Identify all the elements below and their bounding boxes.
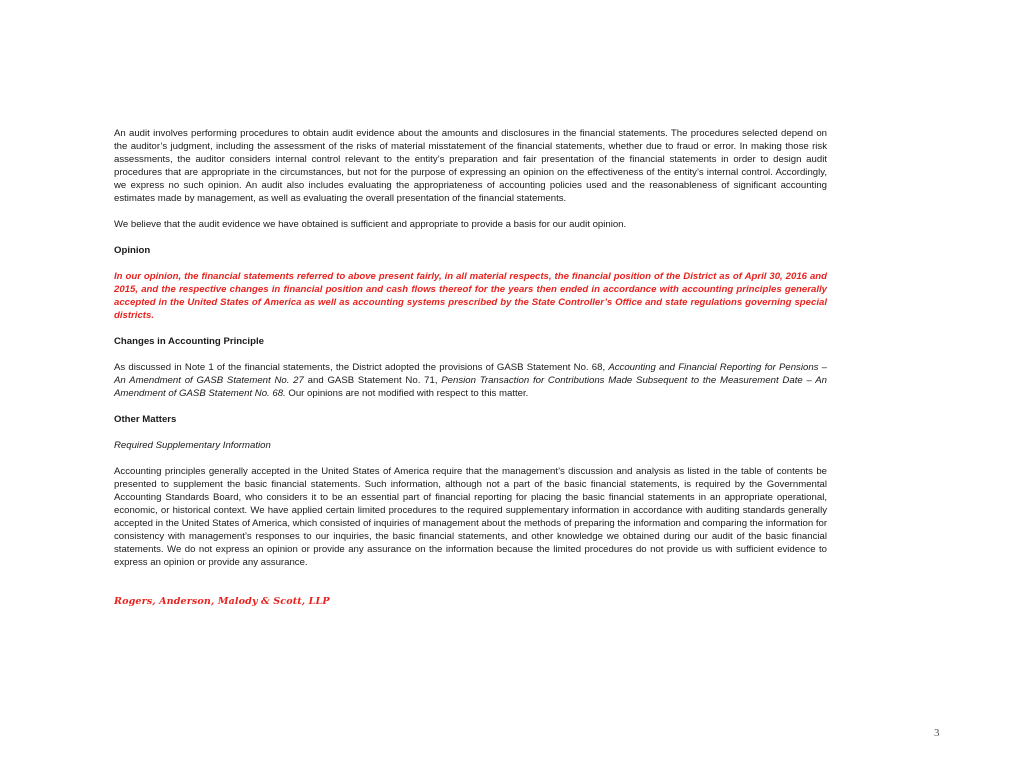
audit-evidence-paragraph: We believe that the audit evidence we have obtained is sufficient and appropriate to provide a basis for our audit opinion. (114, 219, 627, 230)
changes-in-accounting-principle-paragraph (114, 361, 827, 400)
required-supplementary-information-paragraph: Accounting principles generally accepted in the United States of America require that the management’s discussion and analysis as listed in the table of contents be presented to supplement the basic financial statements. Such information, although not a part of the basic financial statements, is required by the Governmental Accounting Standards Board, who considers it to be an essential part of financial reporting for placing the basic financial statements in an appropriate operational, economic, or historical context. We have applied certain limited procedures to the required supplementary information in accordance with auditing standards generally accepted in the United States of America, which consisted of inquiries of management about the methods of preparing the information and comparing the information for consistency with management’s responses to our inquiries, the basic financial statements, and other knowledge we obtained during our audit of the basic financial statements. We do not express an opinion or provide any assurance on the information because the limited procedures do not provide us with sufficient evidence to express an opinion or provide any assurance. (114, 466, 828, 568)
page-number: 3 (934, 727, 940, 739)
gasb-71-title: Pension Transaction for Contributions Made Subsequent to the Measurement Date – An Amendment of GASB Statement No. 68. (114, 375, 827, 399)
required-supplementary-information-subheading: Required Supplementary Information (114, 440, 271, 451)
opinion-heading: Opinion (114, 245, 151, 256)
changes-text-1: As discussed in Note 1 of the financial statements, the District adopted the provisions of GASB Statement No. 68, (114, 362, 609, 373)
changes-text-3: Our opinions are not modified with respect to this matter. (285, 388, 529, 399)
audit-procedures-paragraph: An audit involves performing procedures to obtain audit evidence about the amounts and disclosures in the financial statements. The procedures selected depend on the auditor’s judgment, including the assessment of the risks of material misstatement of the financial statements, whether due to fraud or error. In making those risk assessments, the auditor considers internal control relevant to the entity’s preparation and fair presentation of the financial statements in order to design audit procedures that are appropriate in the circumstances, but not for the purpose of expressing an opinion on the effectiveness of the entity’s internal control. Accordingly, we express no such opinion. An audit also includes evaluating the appropriateness of accounting policies used and the reasonableness of significant accounting estimates made by management, as well as evaluating the overall presentation of the financial statements. (114, 128, 827, 204)
changes-in-accounting-principle-heading: Changes in Accounting Principle (114, 336, 264, 347)
firm-signature: Rogers, Anderson, Malody & Scott, LLP (114, 596, 330, 607)
opinion-paragraph: In our opinion, the financial statements referred to above present fairly, in all material respects, the financial position of the District as of April 30, 2016 and 2015, and the respective changes in financial position and cash flows thereof for the years then ended in accordance with accounting principles generally accepted in the United States of America as well as accounting systems prescribed by the State Controller’s Office and state regulations governing special districts. (114, 271, 827, 321)
changes-text-2: and GASB Statement No. 71, (303, 375, 442, 386)
gasb-68-title: Accounting and Financial Reporting for Pensions – An Amendment of GASB Statement No. 27 (114, 362, 827, 386)
other-matters-heading: Other Matters (114, 414, 177, 425)
document-body (114, 127, 827, 608)
